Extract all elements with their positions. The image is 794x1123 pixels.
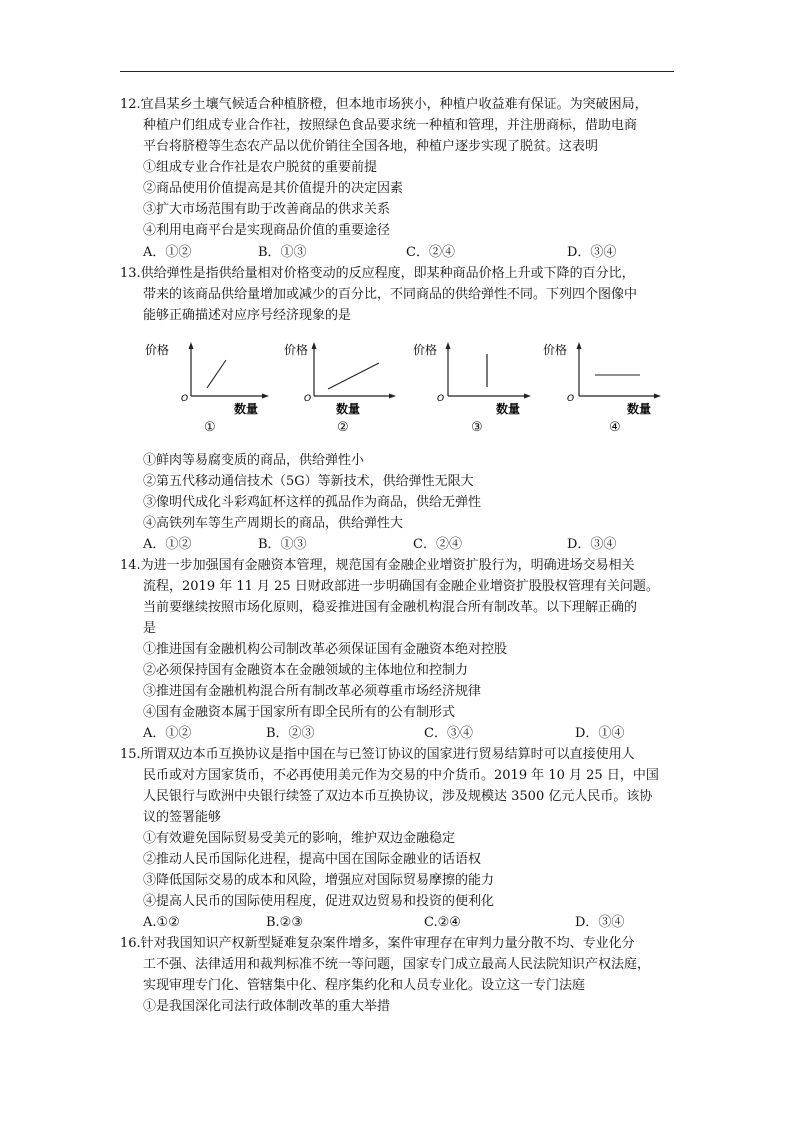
graph-4-y-label: 价格 (543, 343, 568, 357)
supply-graph-2 (284, 338, 414, 438)
q16-line-1: 16.针对我国知识产权新型疑难复杂案件增多，案件审理存在审判力量分散不均、专业化分 (120, 936, 635, 951)
graph-1-y-label: 价格 (145, 343, 170, 357)
q14-item-3: ③推进国有金融机构混合所有制改革必须尊重市场经济规律 (143, 684, 482, 699)
graph-1-origin: O (181, 394, 189, 404)
q14-item-2: ②必须保持国有金融资本在金融领域的主体地位和控制力 (143, 663, 469, 678)
q14-item-1: ①推进国有金融机构公司制改革必须保证国有金融资本绝对控股 (143, 642, 508, 657)
graph-3-caption: ③ (471, 420, 483, 435)
q12-line-1: 12.宜昌某乡土壤气候适合种植脐橙，但本地市场狭小，种植户收益难有保证。为突破困局， (120, 97, 648, 112)
q13-option-a: A．①② (143, 537, 192, 552)
q13-line-3: 能够正确描述对应序号经济现象的是 (143, 308, 352, 323)
q13-option-d: D．③④ (567, 537, 617, 552)
graph-3-x-label: 数量 (496, 402, 521, 416)
q12-option-a: A．①② (143, 245, 192, 260)
graph-4-origin: O (567, 394, 575, 404)
graph-3-axes (413, 338, 543, 418)
graph-1-x-label: 数量 (234, 402, 259, 416)
q13-option-b: B．①③ (258, 537, 307, 552)
q13-item-1: ①鲜肉等易腐变质的商品，供给弹性小 (143, 453, 365, 468)
q12-item-4: ④利用电商平台是实现商品价值的重要途径 (143, 223, 391, 238)
graph-3-origin: O (437, 394, 445, 404)
q15-line-4: 议的签署能够 (143, 810, 222, 825)
graph-4-caption: ④ (609, 420, 621, 435)
graph-1-caption: ① (204, 420, 216, 435)
q15-option-b: B.②③ (266, 915, 303, 930)
q12-option-c: C．②④ (406, 245, 455, 260)
q13-item-3: ③像明代成化斗彩鸡缸杯这样的孤品作为商品，供给无弹性 (143, 495, 482, 510)
q15-item-2: ②推动人民币国际化进程，提高中国在国际金融业的话语权 (143, 852, 482, 867)
q15-option-a: A.①② (143, 915, 180, 930)
q12-item-3: ③扩大市场范围有助于改善商品的供求关系 (143, 202, 391, 217)
graph-1-axes (145, 338, 275, 418)
q13-item-4: ④高铁列车等生产周期长的商品，供给弹性大 (143, 516, 404, 531)
q14-line-3: 当前要继续按照市场化原则，稳妥推进国有金融机构混合所有制改革。以下理解正确的 (143, 600, 638, 615)
q15-option-c: C.②④ (424, 915, 461, 930)
supply-graph-1 (145, 338, 275, 438)
q12-option-d: D．③④ (567, 245, 617, 260)
q15-line-3: 人民银行与欧洲中央银行续签了双边本币互换协议，涉及规模达 3500 亿元人民币。该协 (143, 789, 653, 804)
graph-2-y-label: 价格 (284, 343, 309, 357)
supply-graph-3 (413, 338, 543, 438)
graph-2-origin: O (304, 394, 312, 404)
supply-graph-4 (543, 338, 673, 438)
q12-item-2: ②商品使用价值提高是其价值提升的决定因素 (143, 181, 404, 196)
q15-item-3: ③降低国际交易的成本和风险，增强应对国际贸易摩擦的能力 (143, 873, 495, 888)
q13-line-2: 带来的该商品供给量增加或减少的百分比，不同商品的供给弹性不同。下列四个图像中 (143, 287, 638, 302)
q12-item-1: ①组成专业合作社是农户脱贫的重要前提 (143, 160, 378, 175)
q15-item-4: ④提高人民币的国际使用程度，促进双边贸易和投资的便利化 (143, 894, 495, 909)
graph-1-supply-curve (207, 360, 226, 388)
q15-line-1: 15.所谓双边本币互换协议是指中国在与已签订协议的国家进行贸易结算时可以直接使用人 (120, 747, 635, 762)
q15-option-d: D．③④ (575, 915, 625, 930)
q15-item-1: ①有效避免国际贸易受美元的影响，维护双边金融稳定 (143, 831, 456, 846)
q14-line-4: 是 (143, 621, 157, 636)
graph-2-caption: ② (337, 420, 349, 435)
q14-line-2: 流程，2019 年 11 月 25 日财政部进一步明确国有金融企业增资扩股股权管理有关问题。 (143, 579, 659, 594)
q14-option-d: D．①④ (575, 726, 625, 741)
q16-item-1: ①是我国深化司法行政体制改革的重大举措 (143, 999, 391, 1014)
graph-2-x-label: 数量 (336, 402, 361, 416)
q14-option-b: B．②③ (266, 726, 315, 741)
q15-line-2: 民币或对方国家货币，不必再使用美元作为交易的中介货币。2019 年 10 月 25 日，中国 (143, 768, 659, 783)
q13-line-1: 13.供给弹性是指供给量相对价格变动的反应程度，即某种商品价格上升或下降的百分比， (120, 266, 635, 281)
q14-line-1: 14.为进一步加强国有金融资本管理，规范国有金融企业增资扩股行为，明确进场交易相关 (120, 558, 635, 573)
graph-3-y-label: 价格 (413, 343, 438, 357)
q12-option-b: B．①③ (258, 245, 307, 260)
header-rule (120, 71, 674, 72)
q14-item-4: ④国有金融资本属于国家所有即全民所有的公有制形式 (143, 705, 456, 720)
q13-option-c: C．②④ (413, 537, 462, 552)
graph-4-axes (543, 338, 673, 418)
q14-option-a: A．①② (143, 726, 192, 741)
q12-line-2: 种植户们组成专业合作社，按照绿色食品要求统一种植和管理，并注册商标，借助电商 (143, 118, 638, 133)
q16-line-2: 工不强、法律适用和裁判标准不统一等问题，国家专门成立最高人民法院知识产权法庭， (143, 957, 651, 972)
q14-option-c: C．③④ (424, 726, 473, 741)
graph-2-supply-curve (328, 363, 379, 389)
graph-4-x-label: 数量 (627, 402, 652, 416)
q13-item-2: ②第五代移动通信技术（5G）等新技术，供给弹性无限大 (143, 474, 474, 489)
graph-2-axes (284, 338, 414, 418)
q16-line-3: 实现审理专门化、管辖集中化、程序集约化和人员专业化。设立这一专门法庭 (143, 978, 586, 993)
q12-line-3: 平台将脐橙等生态农产品以优价销往全国各地，种植户逐步实现了脱贫。这表明 (143, 139, 599, 154)
